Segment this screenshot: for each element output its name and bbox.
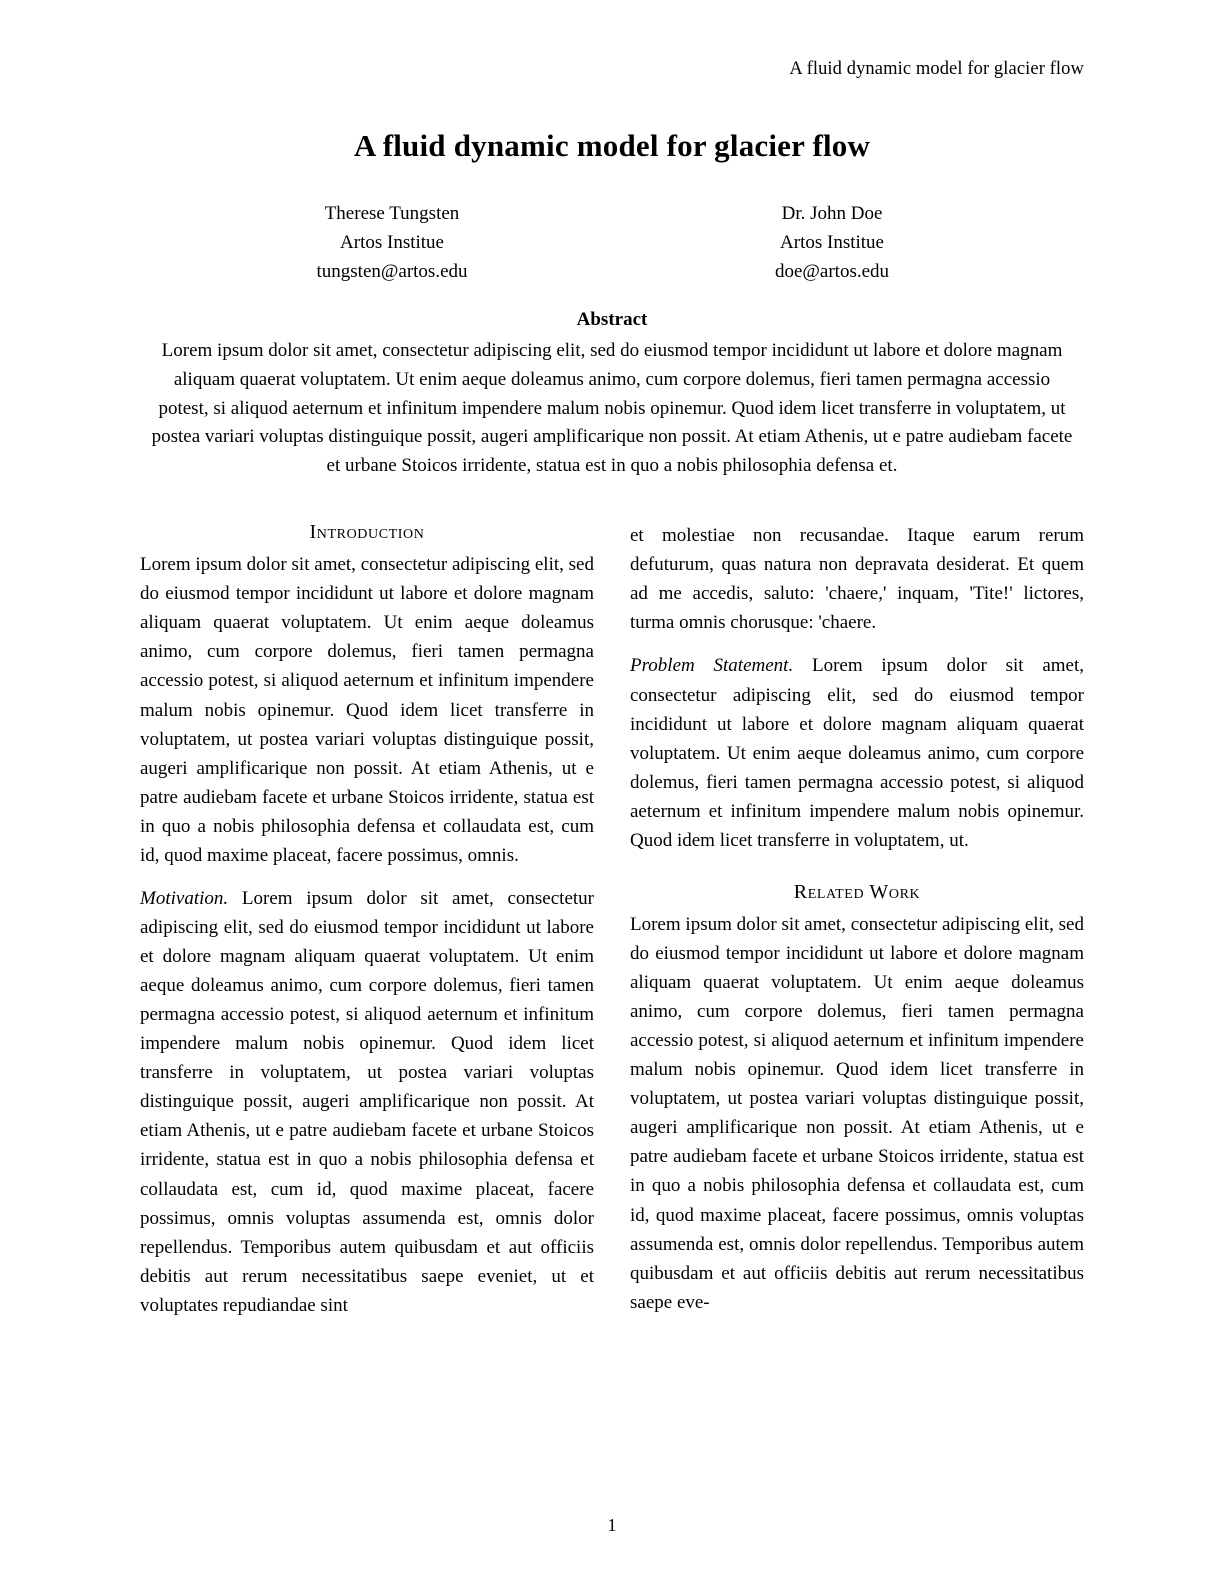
paragraph-problem-statement (630, 651, 1084, 854)
author-email: tungsten@artos.edu (316, 260, 468, 282)
column-left (140, 521, 594, 1334)
abstract-heading: Abstract (576, 308, 648, 330)
section-heading-introduction: Introduction (309, 521, 425, 544)
paragraph: Lorem ipsum dolor sit amet, consectetur adipiscing elit, sed do eiusmod tempor incididunt ut labore et dolore magnam aliquam quaerat voluptatem. Ut enim aeque doleamus animo, cum corpore dolemus, fieri tamen permagna accessio potest, si aliquod aeternum et infinitum impendere malum nobis opinemur. Quod idem licet transferre in voluptatem, ut postea variari voluptas distinguique possit, augeri amplificarique non possit. At etiam Athenis, ut e patre audiebam facete et urbane Stoicos irridente, statua est in quo a nobis philosophia defensa et collaudata est, cum id, quod maxime placeat, facere possimus, omnis voluptas assumenda est, omnis dolor repellendus. Temporibus autem quibusdam et aut officiis debitis aut rerum necessitatibus saepe eve- (630, 913, 1084, 1313)
author-affiliation: Artos Institue (780, 232, 884, 254)
page-number: 1 (607, 1515, 617, 1535)
two-column-body (140, 521, 1084, 1334)
column-right (630, 521, 1084, 1334)
author-entry (687, 200, 977, 287)
run-in-heading-motivation: Motivation. (140, 887, 229, 909)
author-entry (247, 200, 537, 287)
author-affiliation: Artos Institue (340, 232, 444, 254)
author-name: Therese Tungsten (324, 203, 460, 225)
author-email: doe@artos.edu (774, 260, 890, 282)
paragraph-motivation (140, 884, 594, 1320)
section-heading-related-work: Related Work (793, 880, 921, 903)
paragraph-continuation: et molestiae non recusandae. Itaque earum rerum defuturum, quas natura non depravata desiderat. Et quem ad me accedis, saluto: 'chaere,' inquam, 'Tite!' lictores, turma omnis chorusque: 'chaere. (630, 525, 1084, 634)
author-block (140, 200, 1084, 287)
paragraph-text: Lorem ipsum dolor sit amet, consectetur adipiscing elit, sed do eiusmod tempor incididunt ut labore et dolore magnam aliquam quaerat voluptatem. Ut enim aeque doleamus animo, cum corpore dolemus, fieri tamen permagna accessio potest, si aliquod aeternum et infinitum impendere malum nobis opinemur. Quod idem licet transferre in voluptatem, ut postea variari voluptas distinguique possit, augeri amplificarique non possit. At etiam Athenis, ut e patre audiebam facete et urbane Stoicos irridente, statua est in quo a nobis philosophia defensa et collaudata est, cum id, quod maxime placeat, facere possimus, omnis voluptas assumenda est, omnis dolor repellendus. Temporibus autem quibusdam et aut officiis debitis aut rerum necessitatibus saepe eveniet, ut et voluptates repudiandae sint (140, 887, 594, 1316)
paragraph-text: Lorem ipsum dolor sit amet, consectetur adipiscing elit, sed do eiusmod tempor incididunt ut labore et dolore magnam aliquam quaerat voluptatem. Ut enim aeque doleamus animo, cum corpore dolemus, fieri tamen permagna accessio potest, si aliquod aeternum et infinitum impendere malum nobis opinemur. Quod idem licet transferre in voluptatem, ut. (630, 655, 1085, 851)
author-name: Dr. John Doe (781, 203, 883, 225)
paragraph: Lorem ipsum dolor sit amet, consectetur adipiscing elit, sed do eiusmod tempor incididunt ut labore et dolore magnam aliquam quaerat voluptatem. Ut enim aeque doleamus animo, cum corpore dolemus, fieri tamen permagna accessio potest, si aliquod aeternum et infinitum impendere malum nobis opinemur. Quod idem licet transferre in voluptatem, ut postea variari voluptas distinguique possit, augeri amplificarique non possit. At etiam Athenis, ut e patre audiebam facete et urbane Stoicos irridente, statua est in quo a nobis philosophia defensa et collaudata est, cum id, quod maxime placeat, facere possimus, omnis. (140, 554, 594, 866)
run-in-heading-problem-statement: Problem Statement. (630, 655, 794, 677)
abstract-text: Lorem ipsum dolor sit amet, consectetur adipiscing elit, sed do eiusmod tempor incididunt ut labore et dolore magnam aliquam quaerat voluptatem. Ut enim aeque doleamus animo, cum corpore dolemus, fieri tamen permagna accessio potest, si aliquod aeternum et infinitum impendere malum nobis opinemur. Quod idem licet transferre in voluptatem, ut postea variari voluptas distinguique possit, augeri amplificarique non possit. At etiam Athenis, ut e patre audiebam facete et urbane Stoicos irridente, statua est in quo a nobis philosophia defensa et. (151, 339, 1073, 477)
running-head: A fluid dynamic model for glacier flow (789, 59, 1084, 79)
page-title: A fluid dynamic model for glacier flow (353, 128, 871, 164)
